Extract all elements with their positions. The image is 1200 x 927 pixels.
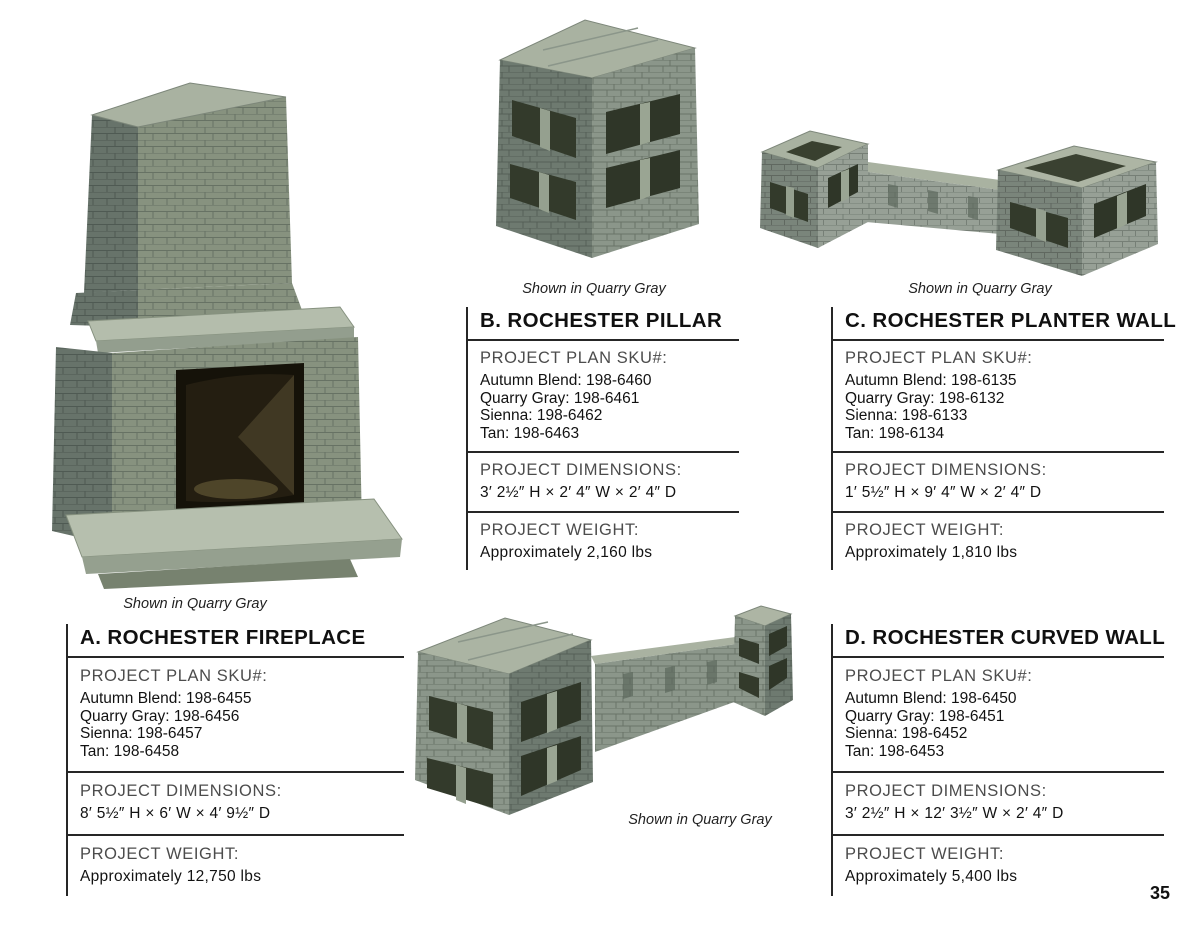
sku-line: Tan: 198-6134 [845,424,945,442]
section-rochester-curved-wall [831,624,1164,896]
sku-heading: PROJECT PLAN SKU#: [845,349,1033,367]
sku-heading: PROJECT PLAN SKU#: [80,667,268,685]
section-c-sku-block [833,341,1164,453]
section-a-dimensions-block [68,773,404,836]
section-d-dimensions-block [833,773,1164,836]
page-number: 35 [1150,883,1171,903]
section-c-weight-block [833,513,1164,571]
sku-heading: PROJECT PLAN SKU#: [845,667,1033,685]
section-d-weight-block [833,836,1164,897]
sku-heading: PROJECT PLAN SKU#: [480,349,668,367]
weight-value: Approximately 5,400 lbs [845,867,1018,885]
sku-line: Quarry Gray: 198-6451 [845,707,1005,725]
curved-wall-photo [413,600,798,815]
section-d-sku-block [833,658,1164,773]
weight-heading: PROJECT WEIGHT: [80,844,240,863]
section-b-weight-block [468,513,739,571]
section-rochester-pillar [466,307,739,570]
weight-value: Approximately 1,810 lbs [845,543,1018,561]
dimensions-heading: PROJECT DIMENSIONS: [80,782,282,800]
weight-heading: PROJECT WEIGHT: [480,520,640,539]
caption-curved-wall: Shown in Quarry Gray [628,812,772,828]
dimensions-heading: PROJECT DIMENSIONS: [845,782,1047,800]
sku-line: Quarry Gray: 198-6461 [480,389,640,407]
sku-line: Quarry Gray: 198-6132 [845,389,1005,407]
weight-heading: PROJECT WEIGHT: [845,844,1005,863]
sku-line: Tan: 198-6453 [845,742,945,760]
fireplace-photo [40,75,430,595]
sku-line: Quarry Gray: 198-6456 [80,707,240,725]
caption-pillar: Shown in Quarry Gray [522,281,666,297]
planter-wall-photo [752,126,1167,278]
weight-heading: PROJECT WEIGHT: [845,520,1005,539]
section-b-title: B. ROCHESTER PILLAR [468,307,739,341]
section-b-dimensions-block [468,453,739,513]
section-rochester-fireplace [66,624,404,896]
section-rochester-planter-wall [831,307,1177,570]
dimensions-value: 8′ 5½″ H × 6′ W × 4′ 9½″ D [80,805,271,822]
sku-line: Sienna: 198-6462 [480,407,603,424]
weight-value: Approximately 2,160 lbs [480,543,653,561]
weight-value: Approximately 12,750 lbs [80,867,262,885]
caption-fireplace: Shown in Quarry Gray [123,596,267,612]
pillar-photo [488,12,706,264]
dimensions-value: 1′ 5½″ H × 9′ 4″ W × 2′ 4″ D [845,484,1042,501]
section-a-sku-block [68,658,404,773]
dimensions-value: 3′ 2½″ H × 2′ 4″ W × 2′ 4″ D [480,484,677,501]
sku-line: Autumn Blend: 198-6460 [480,372,652,389]
sku-line: Sienna: 198-6133 [845,407,968,424]
sku-line: Autumn Blend: 198-6455 [80,690,252,707]
dimensions-value: 3′ 2½″ H × 12′ 3½″ W × 2′ 4″ D [845,805,1064,822]
section-c-title: C. ROCHESTER PLANTER WALL [833,307,1164,341]
sku-line: Sienna: 198-6452 [845,725,968,742]
section-a-weight-block [68,836,404,897]
section-a-title: A. ROCHESTER FIREPLACE [68,624,404,658]
section-d-title: D. ROCHESTER CURVED WALL [833,624,1164,658]
section-c-dimensions-block [833,453,1164,513]
sku-line: Autumn Blend: 198-6135 [845,372,1017,389]
caption-planter-wall: Shown in Quarry Gray [908,281,1052,297]
section-b-sku-block [468,341,739,453]
sku-line: Autumn Blend: 198-6450 [845,690,1017,707]
dimensions-heading: PROJECT DIMENSIONS: [480,461,682,479]
sku-line: Tan: 198-6458 [80,742,180,760]
sku-line: Sienna: 198-6457 [80,725,203,742]
sku-line: Tan: 198-6463 [480,424,580,442]
dimensions-heading: PROJECT DIMENSIONS: [845,461,1047,479]
